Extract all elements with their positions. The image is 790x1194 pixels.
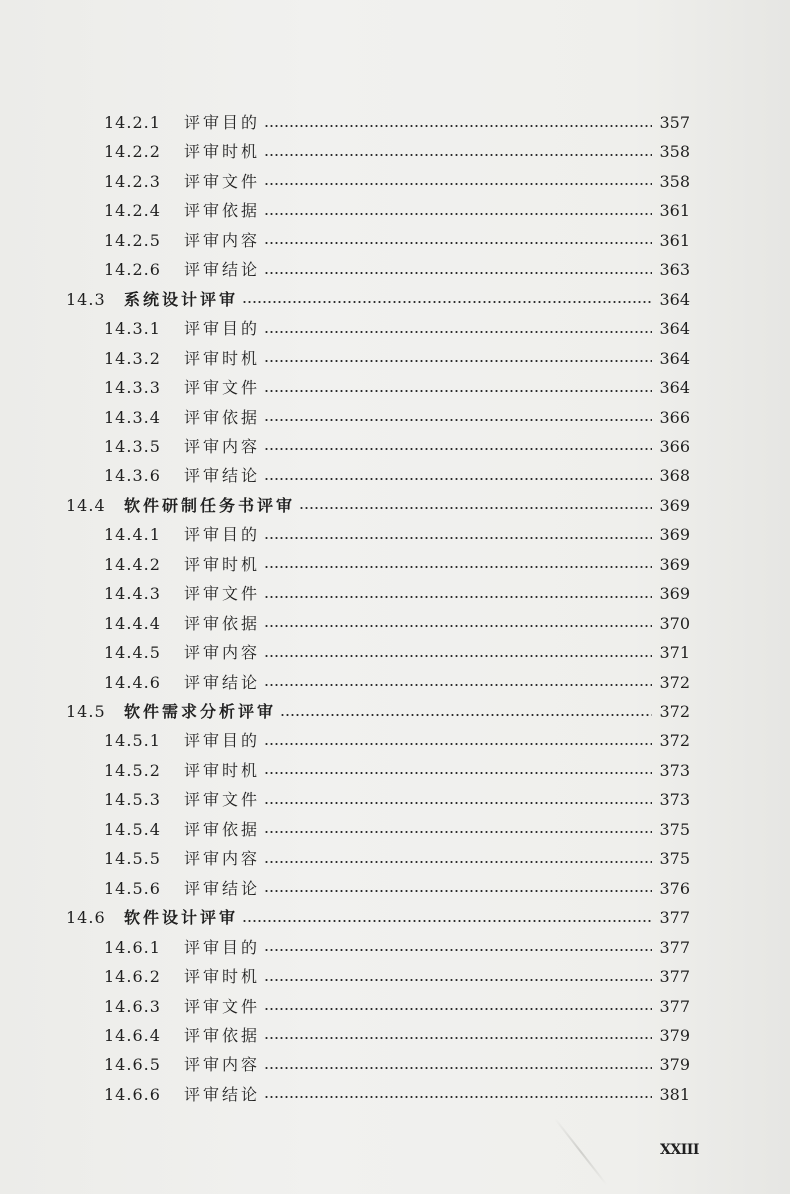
toc-subsection [104, 638, 690, 667]
toc-subsection [104, 137, 690, 166]
toc-subsection [104, 373, 690, 402]
toc-subsection [104, 461, 690, 490]
toc-page-number: 369 [659, 495, 690, 515]
toc-title: 评审目的 [184, 731, 261, 751]
toc-page-number: 369 [659, 554, 690, 574]
toc-number: 14.3 [66, 289, 106, 309]
toc-page-number: 366 [659, 436, 690, 456]
toc-page-number: 358 [659, 142, 690, 162]
toc-number: 14.4.2 [104, 554, 161, 574]
toc-title: 评审目的 [184, 525, 261, 545]
toc-leader-dots [264, 419, 652, 421]
paper-crease [554, 1118, 607, 1185]
toc-number: 14.6.3 [104, 996, 161, 1016]
toc-title: 评审时机 [184, 554, 261, 574]
toc-leader-dots [264, 802, 652, 804]
toc-number: 14.2.3 [104, 171, 161, 191]
toc-title: 评审内容 [184, 436, 261, 456]
toc-title: 评审时机 [184, 348, 261, 368]
toc-leader-dots [264, 154, 652, 156]
toc-leader-dots [264, 242, 652, 244]
toc-title: 评审结论 [184, 878, 261, 898]
toc-subsection [104, 1080, 690, 1109]
toc-leader-dots [264, 272, 652, 274]
toc-page-number: 364 [659, 348, 690, 368]
toc-leader-dots [242, 301, 652, 303]
toc-page-number: 375 [659, 849, 690, 869]
toc-number: 14.5.4 [104, 819, 161, 839]
toc-title: 软件设计评审 [124, 908, 239, 928]
toc-title: 评审时机 [184, 142, 261, 162]
toc-number: 14.6.5 [104, 1055, 161, 1075]
toc-page-number: 377 [659, 967, 690, 987]
toc-page-number: 364 [659, 289, 690, 309]
toc-leader-dots [264, 1067, 652, 1069]
toc-title: 评审依据 [184, 201, 261, 221]
toc-subsection [104, 255, 690, 284]
toc-leader-dots [264, 213, 652, 215]
toc-subsection [104, 108, 690, 137]
toc-number: 14.6.1 [104, 937, 161, 957]
toc-title: 评审依据 [184, 819, 261, 839]
toc-number: 14.4.3 [104, 584, 161, 604]
toc-title: 评审内容 [184, 1055, 261, 1075]
toc-number: 14.4.4 [104, 613, 161, 633]
toc-page-number: 368 [659, 466, 690, 486]
toc-leader-dots [264, 1008, 652, 1010]
toc-section [66, 491, 690, 520]
toc-title: 软件研制任务书评审 [124, 495, 296, 515]
toc-leader-dots [264, 448, 652, 450]
toc-number: 14.6.2 [104, 967, 161, 987]
toc-subsection [104, 196, 690, 225]
toc-page-number: 373 [659, 790, 690, 810]
toc-page-number: 364 [659, 319, 690, 339]
toc-title: 评审文件 [184, 996, 261, 1016]
toc-title: 评审结论 [184, 1084, 261, 1104]
toc-page-number: 375 [659, 819, 690, 839]
toc-number: 14.3.3 [104, 378, 161, 398]
toc-leader-dots [264, 979, 652, 981]
toc-title: 系统设计评审 [124, 289, 239, 309]
toc-subsection [104, 167, 690, 196]
toc-page-number: 364 [659, 378, 690, 398]
toc-title: 评审依据 [184, 613, 261, 633]
toc-number: 14.5.6 [104, 878, 161, 898]
toc-leader-dots [299, 507, 652, 509]
toc-leader-dots [264, 772, 652, 774]
toc-number: 14.2.4 [104, 201, 161, 221]
toc-number: 14.3.1 [104, 319, 161, 339]
toc-leader-dots [264, 861, 652, 863]
toc-page-number: 369 [659, 584, 690, 604]
toc-page-number: 372 [659, 672, 690, 692]
toc-subsection [104, 432, 690, 461]
toc-leader-dots [264, 125, 652, 127]
toc-number: 14.5.5 [104, 849, 161, 869]
toc-title: 评审依据 [184, 407, 261, 427]
toc-subsection [104, 579, 690, 608]
toc-subsection [104, 785, 690, 814]
toc-leader-dots [242, 920, 652, 922]
toc-leader-dots [264, 596, 652, 598]
toc-page-number: 381 [659, 1084, 690, 1104]
toc-subsection [104, 844, 690, 873]
toc-subsection [104, 1021, 690, 1050]
toc-page-number: 371 [659, 643, 690, 663]
toc-subsection [104, 874, 690, 903]
toc-subsection [104, 962, 690, 991]
toc-page-number: 376 [659, 878, 690, 898]
toc-subsection [104, 756, 690, 785]
toc-title: 评审结论 [184, 260, 261, 280]
toc-page-number: 373 [659, 760, 690, 780]
toc-subsection [104, 815, 690, 844]
toc-subsection [104, 403, 690, 432]
toc-page-number: 370 [659, 613, 690, 633]
toc-title: 评审文件 [184, 584, 261, 604]
toc-number: 14.2.5 [104, 230, 161, 250]
toc-subsection [104, 520, 690, 549]
toc-number: 14.5.3 [104, 790, 161, 810]
toc-section [66, 903, 690, 932]
toc-leader-dots [264, 625, 652, 627]
toc-title: 评审结论 [184, 672, 261, 692]
toc-number: 14.3.6 [104, 466, 161, 486]
toc-title: 软件需求分析评审 [124, 702, 277, 721]
toc-number: 14.5.1 [104, 731, 161, 751]
toc-number: 14.6 [66, 908, 106, 928]
toc-page-number: 379 [659, 1055, 690, 1075]
toc-number: 14.2.1 [104, 113, 161, 132]
toc-leader-dots [264, 566, 652, 568]
toc-number: 14.3.4 [104, 407, 161, 427]
toc-page-number: 357 [659, 113, 690, 132]
toc-subsection [104, 314, 690, 343]
toc-title: 评审内容 [184, 230, 261, 250]
toc-page-number: 379 [659, 1025, 690, 1045]
toc-page-number: 358 [659, 171, 690, 191]
page-folio: XXIII [660, 1142, 699, 1158]
toc-subsection [104, 933, 690, 962]
toc-page-number: 372 [659, 702, 690, 721]
toc-number: 14.3.2 [104, 348, 161, 368]
toc-leader-dots [264, 360, 652, 362]
toc-title: 评审内容 [184, 849, 261, 869]
toc-leader-dots [264, 183, 652, 185]
toc-page-number: 372 [659, 731, 690, 751]
toc-leader-dots [264, 949, 652, 951]
toc-number: 14.4.1 [104, 525, 161, 545]
toc-page-number: 361 [659, 230, 690, 250]
toc-leader-dots [264, 684, 652, 686]
toc-number: 14.4 [66, 495, 106, 515]
toc-leader-dots [264, 831, 652, 833]
toc-subsection [104, 668, 690, 697]
toc-subsection [104, 609, 690, 638]
toc-subsection [104, 226, 690, 255]
toc-title: 评审目的 [184, 113, 261, 132]
toc-page-number: 377 [659, 908, 690, 928]
toc-title: 评审目的 [184, 319, 261, 339]
toc-subsection [104, 550, 690, 579]
toc-subsection [104, 344, 690, 373]
toc-title: 评审依据 [184, 1025, 261, 1045]
toc-section [66, 285, 690, 314]
toc-number: 14.4.5 [104, 643, 161, 663]
toc-leader-dots [264, 537, 652, 539]
toc-number: 14.6.4 [104, 1025, 161, 1045]
toc-number: 14.2.6 [104, 260, 161, 280]
toc-subsection [104, 726, 690, 755]
toc-leader-dots [264, 1037, 652, 1039]
toc-page-number: 363 [659, 260, 690, 280]
toc-title: 评审结论 [184, 466, 261, 486]
toc-leader-dots [264, 890, 652, 892]
toc-title: 评审文件 [184, 171, 261, 191]
toc-page-number: 366 [659, 407, 690, 427]
toc-title: 评审目的 [184, 937, 261, 957]
toc-leader-dots [264, 478, 652, 480]
toc-leader-dots [264, 655, 652, 657]
toc-title: 评审内容 [184, 643, 261, 663]
toc-leader-dots [264, 1096, 652, 1098]
toc-title: 评审文件 [184, 790, 261, 810]
toc-page-number: 377 [659, 996, 690, 1016]
toc-number: 14.2.2 [104, 142, 161, 162]
toc-leader-dots [264, 331, 652, 333]
toc-leader-dots [280, 714, 652, 716]
toc-number: 14.3.5 [104, 436, 161, 456]
toc-number: 14.6.6 [104, 1084, 161, 1104]
toc-page-number: 377 [659, 937, 690, 957]
toc-title: 评审时机 [184, 760, 261, 780]
toc-subsection [104, 992, 690, 1021]
toc-number: 14.5.2 [104, 760, 161, 780]
toc-number: 14.4.6 [104, 672, 161, 692]
toc-title: 评审文件 [184, 378, 261, 398]
toc-title: 评审时机 [184, 967, 261, 987]
toc-page-number: 361 [659, 201, 690, 221]
toc-section [66, 697, 690, 726]
toc-subsection [104, 1050, 690, 1079]
toc-number: 14.5 [66, 702, 106, 721]
toc-leader-dots [264, 743, 652, 745]
toc-page-number: 369 [659, 525, 690, 545]
toc-leader-dots [264, 390, 652, 392]
